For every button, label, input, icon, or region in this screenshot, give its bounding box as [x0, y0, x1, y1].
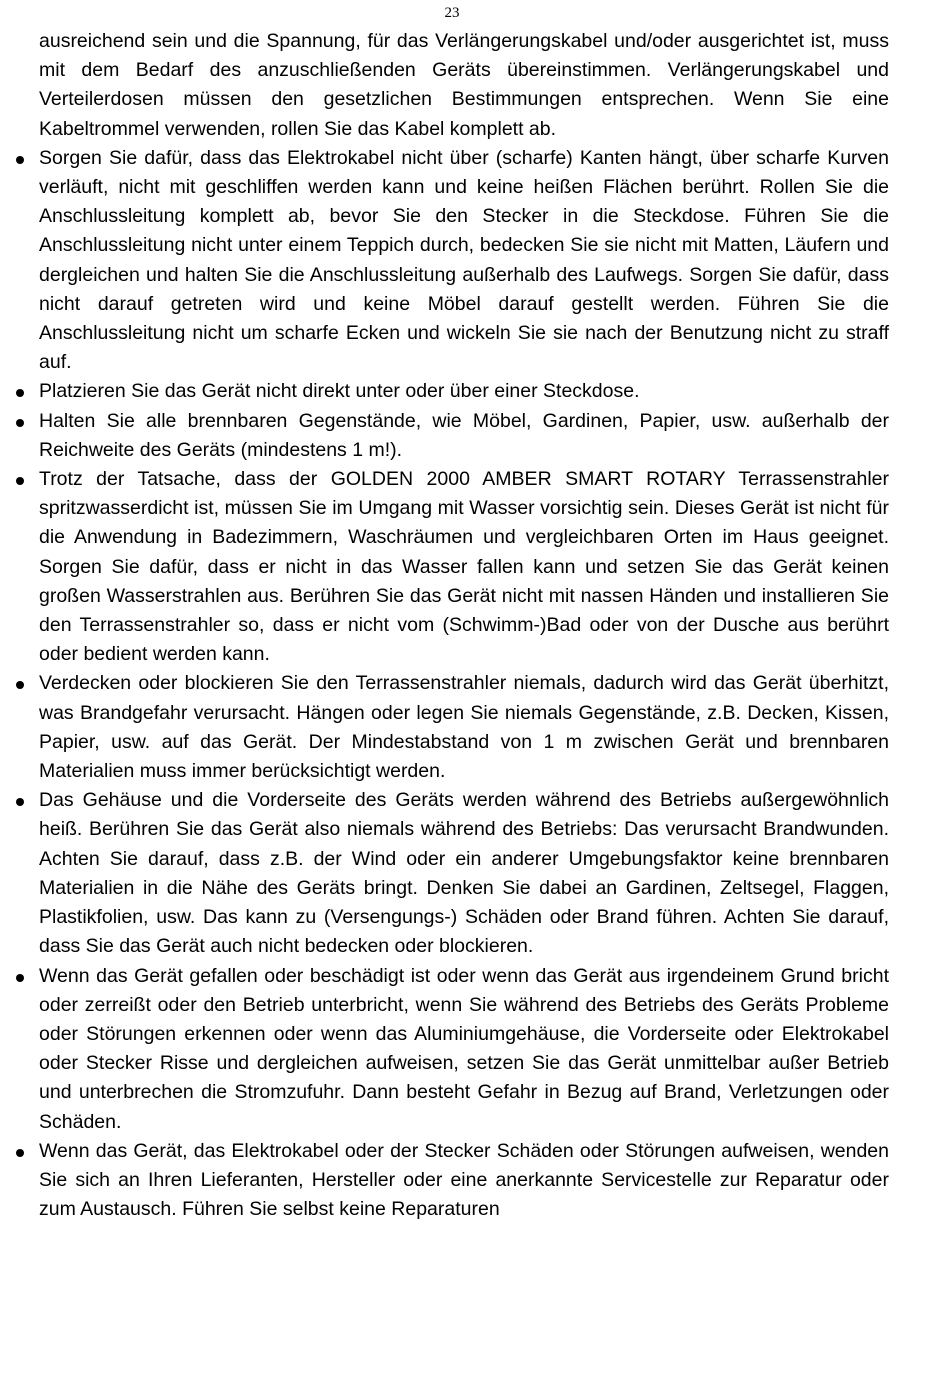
document-body: [39, 27, 889, 1224]
bullet-text: Sorgen Sie dafür, dass das Elektrokabel nicht über (scharfe) Kanten hängt, über scharfe Kurven verläuft, nicht mit geschliffen werden kann und keine heißen Flächen berührt. Rollen Sie die Anschlussleitung komplett ab, bevor Sie den Stecker in die Steckdose. Führen Sie die Anschlussleitung nicht unter einem Teppich durch, bedecken Sie sie nicht mit Matten, Läufern und dergleichen und halten Sie die Anschlussleitung außerhalb des Laufwegs. Sorgen Sie dafür, dass nicht darauf getreten wird und keine Möbel darauf gestellt werden. Führen Sie die Anschlussleitung nicht um scharfe Ecken und wickeln Sie sie nach der Benutzung nicht zu straff auf.: [39, 146, 889, 374]
bullet-item: [39, 669, 889, 786]
bullet-icon: [16, 477, 24, 485]
bullet-text: Verdecken oder blockieren Sie den Terrassenstrahler niemals, dadurch wird das Gerät überhitzt, was Brandgefahr verursacht. Hängen oder legen Sie niemals Gegenstände, z.B. Decken, Kissen, Papier, usw. auf das Gerät. Der Mindestabstand von 1 m zwischen Gerät und brennbaren Materialien muss immer berücksichtigt werden.: [39, 672, 889, 783]
bullet-item: [39, 465, 889, 669]
bullet-item: [39, 377, 889, 406]
bullet-icon: [16, 974, 24, 982]
bullet-text: Wenn das Gerät gefallen oder beschädigt ist oder wenn das Gerät aus irgendeinem Grund bricht oder zerreißt oder den Betrieb unterbricht, wenn Sie während des Betriebs des Geräts Probleme oder Störungen erkennen oder wenn das Aluminiumgehäuse, die Vorderseite oder Elektrokabel oder Stecker Risse und dergleichen aufweisen, setzen Sie das Gerät unmittelbar außer Betrieb und unterbrechen die Stromzufuhr. Dann besteht Gefahr in Bezug auf Brand, Verletzungen oder Schäden.: [39, 964, 889, 1133]
safety-bullet-list: [39, 144, 889, 1225]
bullet-item: [39, 1137, 889, 1225]
intro-paragraph: ausreichend sein und die Spannung, für das Verlängerungskabel und/oder ausgerichtet ist, muss mit dem Bedarf des anzuschließenden Geräts übereinstimmen. Verlängerungskabel und Verteilerdosen müssen den gesetzlichen Bestimmungen entsprechen. Wenn Sie eine Kabeltrommel verwenden, rollen Sie das Kabel komplett ab.: [39, 30, 889, 140]
bullet-icon: [16, 156, 24, 164]
bullet-icon: [16, 681, 24, 689]
bullet-item: [39, 786, 889, 961]
bullet-item: [39, 144, 889, 378]
bullet-item: [39, 407, 889, 465]
bullet-text: Das Gehäuse und die Vorderseite des Geräts werden während des Betriebs außergewöhnlich heiß. Berühren Sie das Gerät also niemals während des Betriebs: Das verursacht Brandwunden. Achten Sie darauf, dass z.B. der Wind oder ein anderer Umgebungsfaktor keine brennbaren Materialien in die Nähe des Geräts bringt. Denken Sie dabei an Gardinen, Zeltsegel, Flaggen, Plastikfolien, usw. Das kann zu (Versengungs-) Schäden oder Brand führen. Achten Sie darauf, dass Sie das Gerät auch nicht bedecken oder blockieren.: [39, 789, 889, 958]
bullet-text: Trotz der Tatsache, dass der GOLDEN 2000 AMBER SMART ROTARY Terrassenstrahler spritzwasserdicht ist, müssen Sie im Umgang mit Wasser vorsichtig sein. Dieses Gerät ist nicht für die Anwendung in Badezimmern, Waschräumen und vergleichbaren Orten im Haus geeignet. Sorgen Sie dafür, dass er nicht in das Wasser fallen kann und setzen Sie das Gerät keinen großen Wasserstrahlen aus. Berühren Sie das Gerät nicht mit nassen Händen und installieren Sie den Terrassenstrahler so, dass er nicht vom (Schwimm-)Bad oder von der Dusche aus berührt oder bedient werden kann.: [39, 468, 889, 666]
bullet-text: Platzieren Sie das Gerät nicht direkt unter oder über einer Steckdose.: [39, 380, 640, 403]
bullet-text: Wenn das Gerät, das Elektrokabel oder der Stecker Schäden oder Störungen aufweisen, wenden Sie sich an Ihren Lieferanten, Hersteller oder eine anerkannte Servicestelle zur Reparatur oder zum Austausch. Führen Sie selbst keine Reparaturen: [39, 1139, 889, 1221]
bullet-icon: [16, 1149, 24, 1157]
page-number: 23: [444, 5, 460, 21]
bullet-text: Halten Sie alle brennbaren Gegenstände, wie Möbel, Gardinen, Papier, usw. außerhalb der Reichweite des Geräts (mindestens 1 m!).: [39, 409, 889, 461]
bullet-icon: [16, 798, 24, 806]
bullet-icon: [16, 419, 24, 427]
bullet-icon: [16, 389, 24, 397]
bullet-item: [39, 962, 889, 1137]
